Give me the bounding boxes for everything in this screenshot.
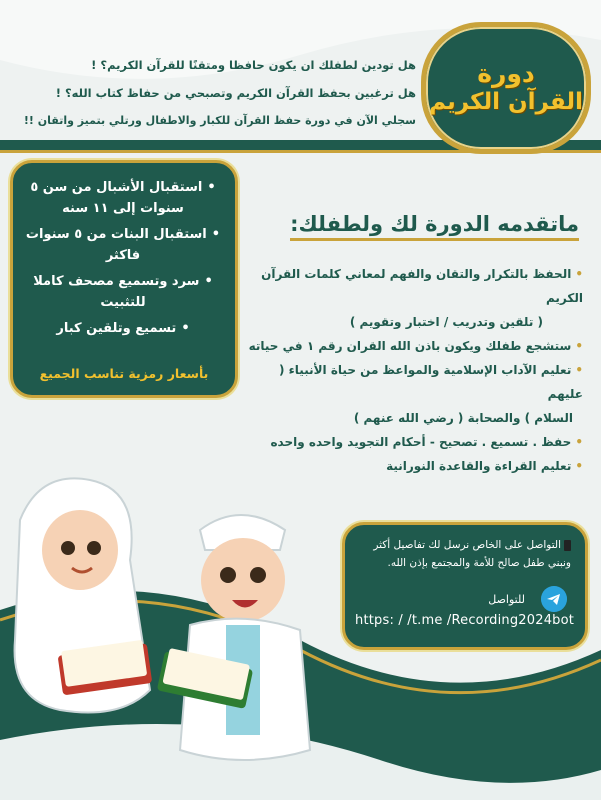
contact-line-2: ونبني طفل صالح للأمة والمجتمع بإذن الله. <box>387 557 571 569</box>
contact-label: للتواصل <box>488 593 525 606</box>
eligibility-panel <box>10 160 238 398</box>
offer-item <box>248 430 583 454</box>
price-note: بأسعار رمزية تناسب الجميع <box>39 366 209 381</box>
question-3: سجلي الآن في دورة حفظ القرآن للكبار والاطفال ورتلي بتميز واتقان !! <box>23 114 416 127</box>
eligibility-item <box>25 271 221 313</box>
offer-list <box>248 262 583 478</box>
contact-panel <box>342 522 588 650</box>
phone-icon <box>564 540 571 551</box>
contact-line-1 <box>373 539 571 551</box>
eligibility-item-text: سرد وتسميع مصحف كاملا للتثبيت <box>33 274 200 310</box>
bullet-icon: • <box>207 180 216 195</box>
question-1: هل تودين لطفلك ان يكون حافظا ومتقنًا للقرآن الكريم؟ ! <box>91 58 416 72</box>
eligibility-item <box>25 224 221 266</box>
eligibility-list <box>25 177 221 339</box>
children-reading-illustration <box>0 460 340 800</box>
eligibility-item-text: تسميع وتلقين كبار <box>56 321 177 336</box>
bullet-icon: • <box>575 459 583 473</box>
offer-item-text: السلام ) والصحابة ( رضي الله عنهم ) <box>353 411 573 425</box>
telegram-link[interactable]: https: / /t.me /Recording2024bot <box>355 613 575 628</box>
bullet-icon: • <box>575 267 583 281</box>
offer-item <box>248 262 583 310</box>
telegram-icon <box>541 586 567 612</box>
eligibility-item-text: استقبال الأشبال من سن ٥ سنوات إلى ١١ سنه <box>30 180 203 216</box>
offer-item-text: الحفظ بالتكرار والتقان والفهم لمعاني كلمات القرآن الكريم <box>261 267 583 305</box>
offer-item <box>248 406 583 430</box>
course-title-line1: دورة <box>477 59 535 89</box>
offer-item-text: تعليم القراءة والقاعدة النورانية <box>386 459 572 473</box>
offer-heading: ماتقدمه الدورة لك ولطفلك: <box>290 212 579 241</box>
bullet-icon: • <box>575 339 583 353</box>
eligibility-item <box>25 177 221 219</box>
bullet-icon: • <box>575 435 583 449</box>
offer-item <box>248 358 583 406</box>
contact-line-1-text: التواصل على الخاص نرسل لك تفاصيل أكثر <box>373 539 561 551</box>
offer-item-text: ( تلقين وتدريب / اختبار وتقويم ) <box>349 315 543 329</box>
question-2: هل ترغبين بحفظ القرآن الكريم وتصبحي من حفاظ كتاب الله؟ ! <box>55 86 416 100</box>
eligibility-item <box>25 318 221 339</box>
offer-item-text: تعليم الآداب الإسلامية والمواعظ من حياة الأنبياء ( عليهم <box>279 363 583 401</box>
offer-item-text: حفظ . تسميع . تصحيح - أحكام التجويد واحده واحده <box>270 435 572 449</box>
offer-item-text: ستشجع طفلك ويكون باذن الله القران رقم ١ في حياته <box>248 339 572 353</box>
bullet-icon: • <box>575 363 583 377</box>
eligibility-item-text: استقبال البنات من ٥ سنوات فاكثر <box>25 227 207 263</box>
offer-item <box>248 334 583 358</box>
bullet-icon: • <box>181 321 190 336</box>
bullet-icon: • <box>204 274 213 289</box>
bullet-icon: • <box>211 227 221 242</box>
course-title-line2: القرآن الكريم <box>429 89 583 116</box>
offer-item <box>248 310 583 334</box>
course-title-badge <box>421 22 591 154</box>
